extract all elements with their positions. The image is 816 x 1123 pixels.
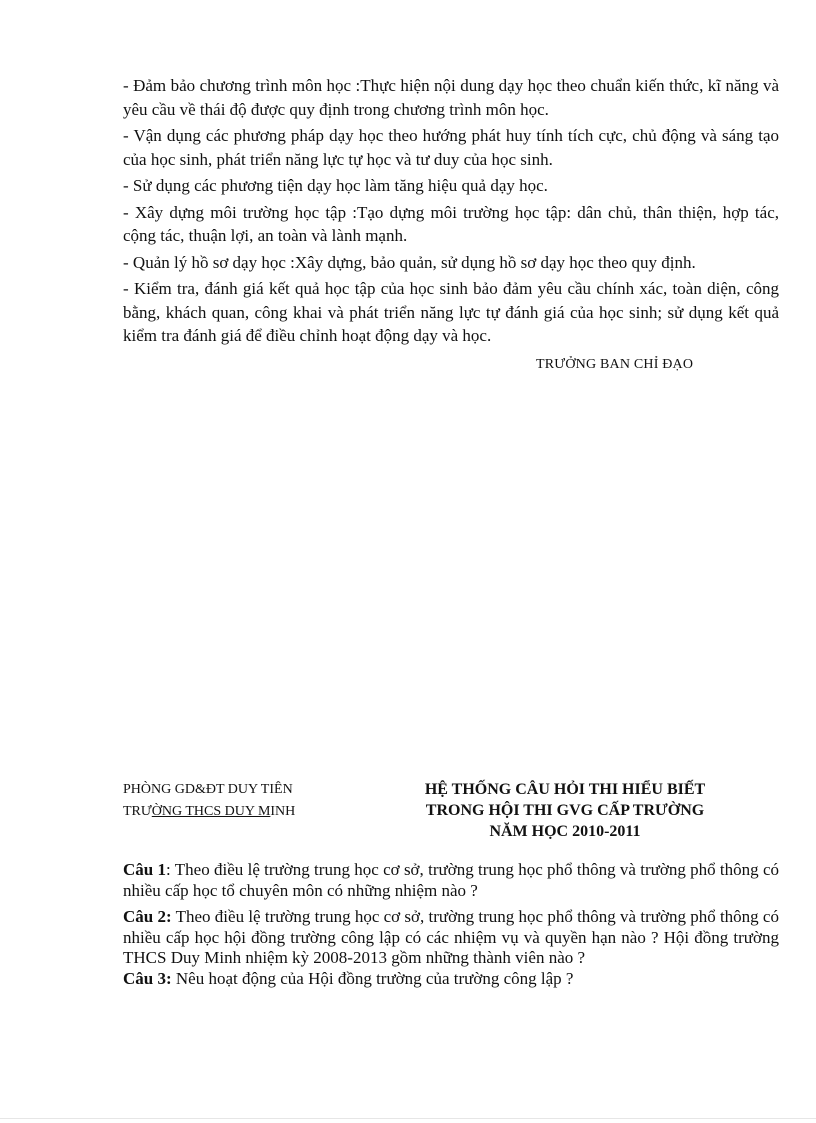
requirement-paragraph: - Vận dụng các phương pháp dạy học theo hướng phát huy tính tích cực, chủ động và sáng tạo của học sinh, phát triển năng lực tự học và tư duy của học sinh. xyxy=(123,126,779,169)
requirement-paragraph: - Xây dựng môi trường học tập :Tạo dựng môi trường học tập: dân chủ, thân thiện, hợp tác, cộng tác, thuận lợi, an toàn và lành mạnh. xyxy=(123,202,779,245)
title-line: TRONG HỘI THI GVG CẤP TRƯỜNG xyxy=(425,802,705,819)
department-name: PHÒNG GD&ĐT DUY TIÊN xyxy=(123,782,293,797)
school-name xyxy=(123,801,295,823)
question-separator: : xyxy=(166,860,175,879)
school-name-underlined: ỜNG THCS DUY M xyxy=(151,804,271,819)
question-item xyxy=(123,907,779,969)
question-item xyxy=(123,969,779,990)
question-item xyxy=(123,860,779,901)
title-line: NĂM HỌC 2010-2011 xyxy=(489,823,641,840)
teaching-requirements-section xyxy=(123,74,779,348)
requirement-paragraph: - Quản lý hồ sơ dạy học :Xây dựng, bảo quản, sử dụng hồ sơ dạy học theo quy định. xyxy=(123,252,696,272)
question-label: Câu 2: xyxy=(123,907,172,926)
question-label: Câu 3: xyxy=(123,968,172,988)
school-name-part: TRƯ xyxy=(123,804,152,819)
page-bottom-divider xyxy=(0,1118,816,1119)
requirement-paragraph: - Kiểm tra, đánh giá kết quả học tập của học sinh bảo đảm yêu cầu chính xác, toàn diện, công bằng, khách quan, công khai và phát triển năng lực tự đánh giá của học sinh; sử dụng kết quả kiểm tra đánh giá để điều chỉnh hoạt động dạy và học. xyxy=(123,279,779,345)
issuer-block xyxy=(123,779,295,823)
document-title xyxy=(380,779,750,842)
title-line: HỆ THỐNG CÂU HỎI THI HIỂU BIẾT xyxy=(424,781,706,798)
question-text: Theo điều lệ trường trung học cơ sở, trường trung học phổ thông và trường phổ thông có nhiều cấp học hội đồng trường công lập có các nhiệm vụ và quyền hạn nào ? Hội đồng trường THCS Duy Minh nhiệm kỳ 2008-2013 gồm những thành viên nào ? xyxy=(123,907,779,967)
question-text: Nêu hoạt động của Hội đồng trường của trường công lập ? xyxy=(175,968,574,988)
requirement-paragraph: - Đảm bảo chương trình môn học :Thực hiện nội dung dạy học theo chuẩn kiến thức, kĩ năng và yêu cầu về thái độ được quy định trong chương trình môn học. xyxy=(123,76,779,119)
school-name-part: INH xyxy=(270,804,296,819)
question-list xyxy=(123,860,779,995)
question-label: Câu 1 xyxy=(123,860,167,879)
question-text: Theo điều lệ trường trung học cơ sở, trường trung học phổ thông và trường phổ thông có nhiều cấp học tổ chuyên môn có những nhiệm nào ? xyxy=(123,860,779,900)
signature-title: TRƯỞNG BAN CHỈ ĐẠO xyxy=(536,357,694,372)
requirement-paragraph: - Sử dụng các phương tiện dạy học làm tăng hiệu quả dạy học. xyxy=(123,176,548,195)
